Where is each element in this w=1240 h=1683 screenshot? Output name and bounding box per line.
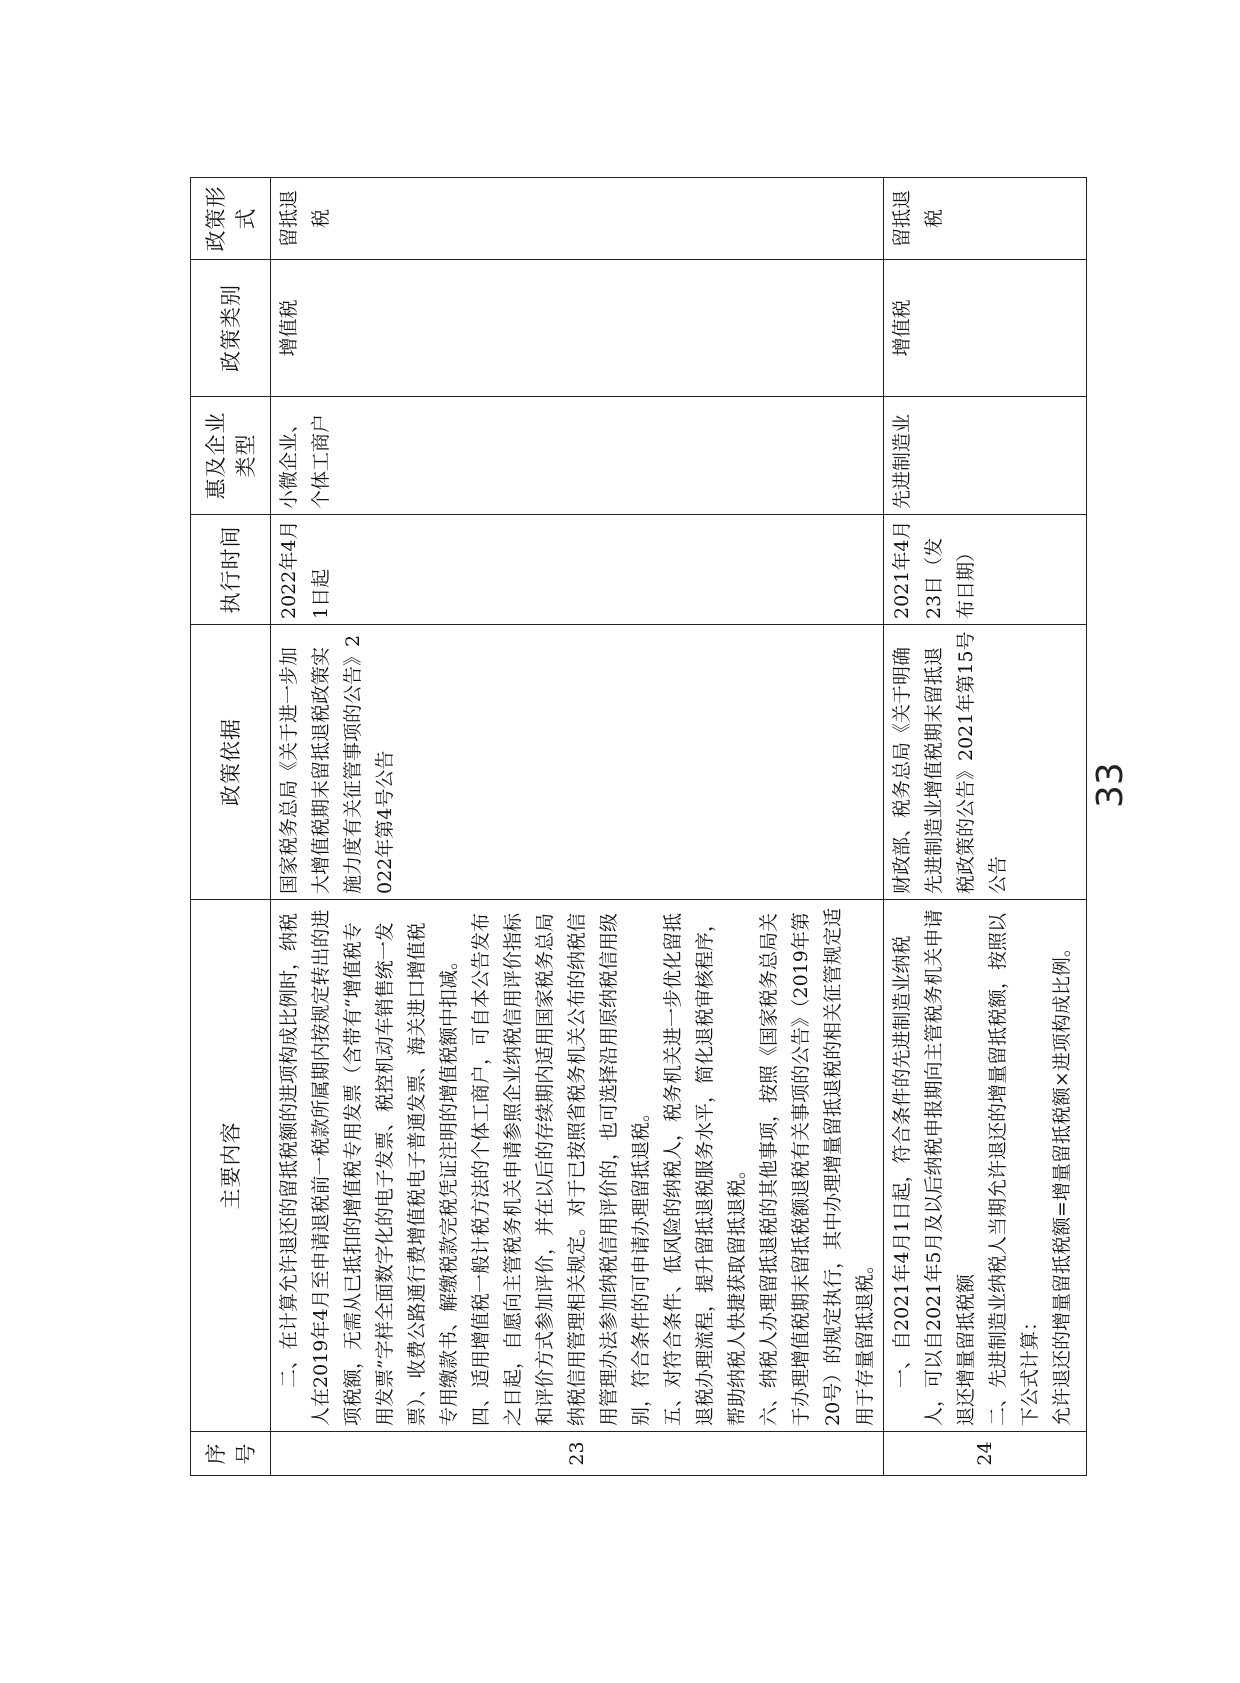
row-seq: 24 [884, 1432, 1087, 1476]
header-basis: 政策依据 [191, 625, 271, 900]
header-enterprise: 惠及企业类型 [191, 397, 271, 515]
content-paragraph: 一、自2021年4月1日起，符合条件的先进制造业纳税人，可以自2021年5月及以后纳税申报期向主管税务机关申请退还增量留抵税额 [891, 909, 977, 1426]
row-enterprise: 小微企业、个体工商户 [271, 397, 884, 515]
row-category: 增值税 [884, 260, 1087, 397]
table-row [884, 178, 1087, 1476]
row-basis: 国家税务总局《关于进一步加大增值税期末留抵退税政策实施力度有关征管事项的公告》2022年第4号公告 [271, 625, 884, 900]
header-seq: 序号 [191, 1432, 271, 1476]
row-content [884, 900, 1087, 1432]
row-category: 增值税 [271, 260, 884, 397]
content-paragraph: 五、对符合条件、低风险的纳税人，税务机关进一步优化留抵退税办理流程，提升留抵退税服务水平，简化退税审核程序，帮助纳税人快捷获取留抵退税。 [662, 912, 748, 1426]
row-time: 2021年4月23日（发布日期） [884, 515, 1087, 625]
row-seq: 23 [271, 1432, 884, 1476]
header-category: 政策类别 [191, 260, 271, 397]
header-content: 主要内容 [191, 900, 271, 1432]
row-form: 留抵退税 [271, 178, 884, 260]
row-enterprise: 先进制造业 [884, 397, 1087, 515]
rotated-page-content [190, 178, 1073, 1476]
content-paragraph: 四、适用增值税一般计税方法的个体工商户，可自本公告发布之日起，自愿向主管税务机关申请参照企业纳税信用评价指标和评价方式参加评价，并在以后的存续期内适用国家税务总局纳税信用管理相关规定。对于已按照省税务机关公布的纳税信用管理办法参加纳税信用评价的，也可选择沿用原纳税信用级别，符合条件的可申请办理留抵退税。 [470, 912, 652, 1426]
header-time: 执行时间 [191, 515, 271, 625]
content-paragraph: 二、在计算允许退还的留抵税额的进项构成比例时，纳税人在2019年4月至申请退税前一税款所属期内按规定转出的进项税额，无需从已抵扣的增值税专用发票（含带有“增值税专用发票”字样全面数字化的电子发票、税控机动车销售统一发票）、收费公路通行费增值税电子普通发票、海关进口增值税专用缴款书、解缴税款完税凭证注明的增值税额中扣减。 [278, 909, 460, 1426]
content-paragraph: 允许退还的增量留抵税额=增量留抵税额×进项构成比例。 [1051, 938, 1073, 1426]
row-content [271, 900, 884, 1432]
header-form: 政策形式 [191, 178, 271, 260]
row-form: 留抵退税 [884, 178, 1087, 260]
row-time: 2022年4月1日起 [271, 515, 884, 625]
page-number: 33 [1090, 762, 1131, 808]
content-paragraph: 二、先进制造业纳税人当期允许退还的增量留抵税额，按照以下公式计算： [987, 912, 1041, 1426]
table-row [271, 178, 884, 1476]
policy-table [190, 177, 1087, 1476]
row-basis: 财政部、税务总局《关于明确先进制造业增值税期末留抵退税政策的公告》2021年第15号公告 [884, 625, 1087, 900]
content-paragraph: 六、纳税人办理留抵退税的其他事项，按照《国家税务总局关于办理增值税期末留抵税额退税有关事项的公告》（2019年第20号）的规定执行，其中办理增量留抵退税的相关征管规定适用于存量留抵退税。 [758, 907, 876, 1426]
table-header-row [191, 178, 271, 1476]
